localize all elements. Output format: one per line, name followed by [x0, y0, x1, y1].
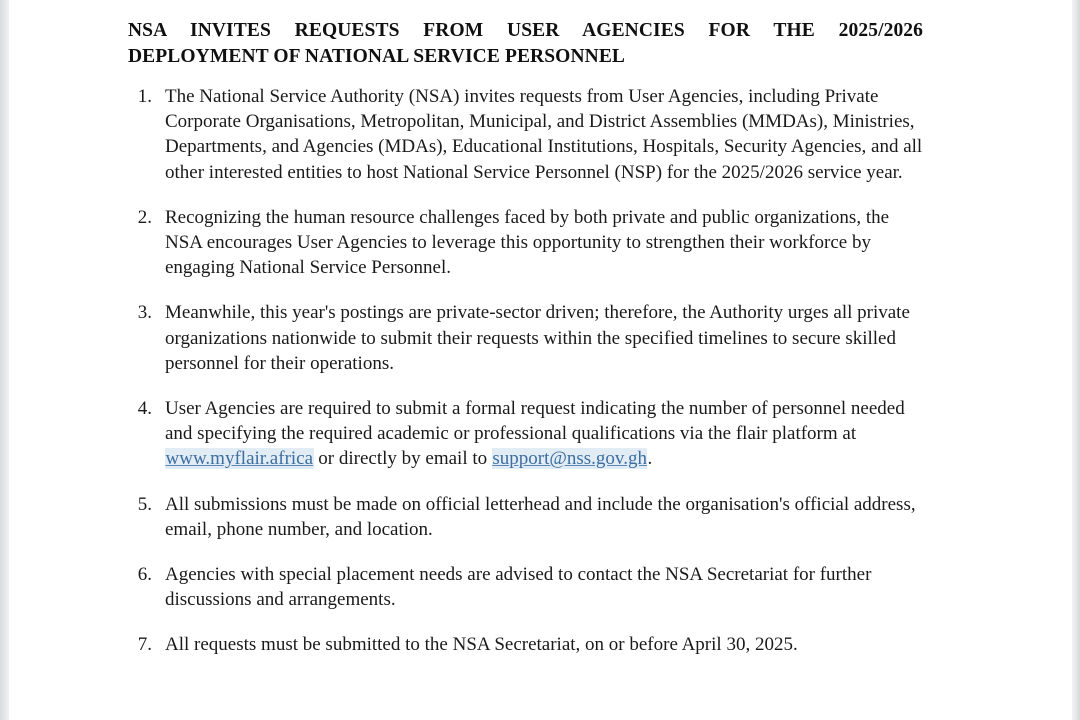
clause-number: 3.: [137, 302, 152, 324]
clause-number: 5.: [137, 493, 152, 515]
website-link[interactable]: www.myflair.africa: [165, 448, 314, 470]
clause-text: All requests must be submitted to the NSA Secretariat, on or before April 30, 2025.: [165, 634, 798, 656]
clause-number: 6.: [137, 564, 152, 586]
clause-item-2: [128, 205, 923, 281]
clause-text-segment-between-links: or directly by email to: [313, 448, 492, 470]
clause-text: All submissions must be made on official letterhead and include the organisation's official address, email, phone number, and location.: [165, 493, 916, 540]
clause-item-6: [128, 562, 923, 612]
page-title: [128, 18, 923, 70]
page-left-gutter: [0, 0, 9, 720]
clause-text: [165, 396, 923, 472]
document-sheet: [9, 0, 1072, 720]
page-title-line-1: NSA INVITES REQUESTS FROM USER AGENCIES FOR THE 2025/2026: [128, 20, 923, 41]
page-right-gutter: [1072, 0, 1080, 720]
clause-number: 2.: [137, 206, 152, 228]
clause-text: Recognizing the human resource challenges faced by both private and public organizations, the NSA encourages User Agencies to leverage this opportunity to strengthen their workforce by engaging National Service Personnel.: [165, 206, 890, 279]
email-link[interactable]: support@nss.gov.gh: [492, 448, 647, 470]
clause-item-4: [128, 396, 923, 472]
clause-item-7: [128, 632, 923, 657]
clause-text-segment-before-website-link: User Agencies are required to submit a formal request indicating the number of personnel needed and specifying the required academic or professional qualifications via the flair platform at: [165, 398, 905, 445]
clause-item-5: [128, 492, 923, 542]
clause-text: The National Service Authority (NSA) invites requests from User Agencies, including Private Corporate Organisations, Metropolitan, Municipal, and District Assemblies (MMDAs), Ministries, Departments, and Agencies (MDAs), Educational Institutions, Hospitals, Security Agencies, and all other interested entities to host National Service Personnel (NSP) for the 2025/2026 service year.: [165, 86, 923, 183]
document-content: [128, 18, 923, 658]
clause-number: 4.: [137, 398, 152, 420]
clause-item-1: [128, 84, 923, 185]
clause-list: [128, 84, 923, 658]
clause-text-segment-after-email-link: .: [647, 448, 653, 470]
clause-item-3: [128, 300, 923, 376]
clause-number: 1.: [137, 86, 152, 107]
clause-text: Meanwhile, this year's postings are private-sector driven; therefore, the Authority urges all private organizations nationwide to submit their requests within the specified timelines to secure skilled personnel for their operations.: [165, 302, 910, 374]
clause-text: Agencies with special placement needs are advised to contact the NSA Secretariat for further discussions and arrangements.: [165, 564, 872, 611]
page-title-line-2: DEPLOYMENT OF NATIONAL SERVICE PERSONNEL: [128, 46, 626, 67]
clause-number: 7.: [137, 634, 152, 656]
